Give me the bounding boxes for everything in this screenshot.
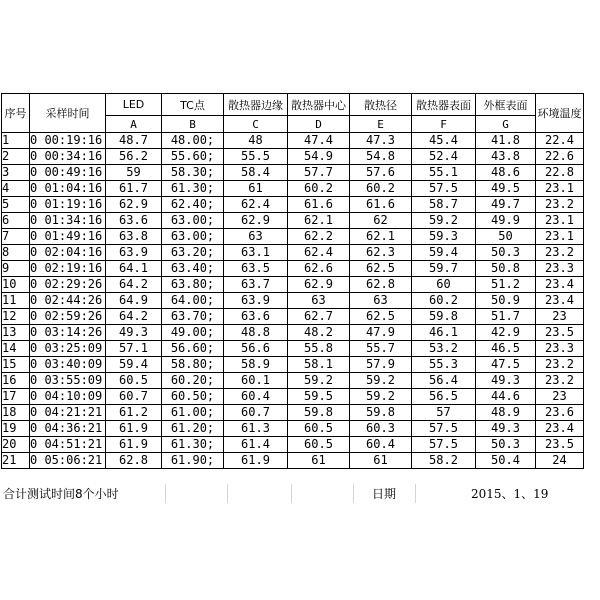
sub-header-e: E: [350, 116, 412, 133]
header-center: 散热器中心: [288, 94, 350, 116]
cell-tc: 58.30;: [162, 165, 224, 181]
cell-tc: 63.40;: [162, 261, 224, 277]
cell-ambient: 23.4: [536, 277, 584, 293]
cell-seq: 17: [2, 389, 30, 405]
grid-divider: [353, 484, 354, 503]
cell-seq: 12: [2, 309, 30, 325]
cell-ambient: 23.4: [536, 421, 584, 437]
table-row: [2, 229, 584, 245]
cell-time: 0 04:21:21: [30, 405, 106, 421]
cell-surface: 59.4: [412, 245, 476, 261]
cell-frame: 46.5: [476, 341, 536, 357]
header-edge: 散热器边缘: [224, 94, 288, 116]
cell-edge: 56.6: [224, 341, 288, 357]
cell-led: 61.9: [106, 437, 162, 453]
cell-seq: 21: [2, 453, 30, 469]
cell-center: 59.8: [288, 405, 350, 421]
cell-seq: 16: [2, 373, 30, 389]
cell-diameter: 47.3: [350, 133, 412, 149]
sub-header-b: B: [162, 116, 224, 133]
cell-edge: 63: [224, 229, 288, 245]
cell-frame: 43.8: [476, 149, 536, 165]
cell-tc: 56.60;: [162, 341, 224, 357]
cell-frame: 48.9: [476, 405, 536, 421]
cell-diameter: 59.8: [350, 405, 412, 421]
cell-led: 63.8: [106, 229, 162, 245]
cell-center: 62.1: [288, 213, 350, 229]
cell-center: 62.9: [288, 277, 350, 293]
cell-edge: 58.4: [224, 165, 288, 181]
cell-frame: 50.3: [476, 437, 536, 453]
cell-diameter: 57.6: [350, 165, 412, 181]
cell-diameter: 60.2: [350, 181, 412, 197]
cell-ambient: 23.2: [536, 357, 584, 373]
cell-seq: 14: [2, 341, 30, 357]
cell-seq: 10: [2, 277, 30, 293]
cell-led: 61.2: [106, 405, 162, 421]
table-row: [2, 245, 584, 261]
cell-led: 61.7: [106, 181, 162, 197]
table-row: [2, 357, 584, 373]
cell-time: 0 00:34:16: [30, 149, 106, 165]
cell-tc: 61.30;: [162, 437, 224, 453]
cell-led: 56.2: [106, 149, 162, 165]
cell-tc: 63.20;: [162, 245, 224, 261]
table-row: [2, 133, 584, 149]
cell-edge: 48: [224, 133, 288, 149]
cell-led: 48.7: [106, 133, 162, 149]
table-row: [2, 453, 584, 469]
cell-surface: 58.7: [412, 197, 476, 213]
cell-time: 0 00:19:16: [30, 133, 106, 149]
cell-diameter: 62.5: [350, 309, 412, 325]
cell-time: 0 03:40:09: [30, 357, 106, 373]
cell-edge: 62.4: [224, 197, 288, 213]
cell-time: 0 04:10:09: [30, 389, 106, 405]
cell-seq: 3: [2, 165, 30, 181]
cell-surface: 57.5: [412, 421, 476, 437]
cell-tc: 64.00;: [162, 293, 224, 309]
cell-frame: 48.6: [476, 165, 536, 181]
cell-ambient: 23.2: [536, 373, 584, 389]
cell-surface: 53.2: [412, 341, 476, 357]
cell-surface: 55.1: [412, 165, 476, 181]
cell-surface: 55.3: [412, 357, 476, 373]
cell-edge: 61.9: [224, 453, 288, 469]
cell-edge: 63.5: [224, 261, 288, 277]
cell-center: 47.4: [288, 133, 350, 149]
header-frame: 外框表面: [476, 94, 536, 116]
cell-surface: 59.3: [412, 229, 476, 245]
cell-edge: 61.3: [224, 421, 288, 437]
cell-frame: 51.7: [476, 309, 536, 325]
header-diameter: 散热径: [350, 94, 412, 116]
table-row: [2, 341, 584, 357]
cell-frame: 49.5: [476, 181, 536, 197]
cell-ambient: 23.4: [536, 293, 584, 309]
table-row: [2, 373, 584, 389]
cell-center: 61.6: [288, 197, 350, 213]
cell-diameter: 62.3: [350, 245, 412, 261]
total-test-time: 合计测试时间8个小时: [3, 487, 119, 501]
sub-header-g: G: [476, 116, 536, 133]
cell-frame: 50.3: [476, 245, 536, 261]
cell-diameter: 54.8: [350, 149, 412, 165]
table-row: [2, 325, 584, 341]
cell-ambient: 23.1: [536, 181, 584, 197]
cell-tc: 62.40;: [162, 197, 224, 213]
cell-frame: 50.8: [476, 261, 536, 277]
cell-diameter: 62.8: [350, 277, 412, 293]
cell-time: 0 02:59:26: [30, 309, 106, 325]
cell-seq: 5: [2, 197, 30, 213]
data-table: [1, 93, 584, 469]
cell-time: 0 02:19:16: [30, 261, 106, 277]
cell-ambient: 22.4: [536, 133, 584, 149]
cell-ambient: 23: [536, 309, 584, 325]
cell-time: 0 03:25:09: [30, 341, 106, 357]
cell-center: 62.6: [288, 261, 350, 277]
cell-center: 48.2: [288, 325, 350, 341]
cell-surface: 57.5: [412, 437, 476, 453]
grid-divider: [291, 484, 292, 503]
table-row: [2, 309, 584, 325]
cell-surface: 58.2: [412, 453, 476, 469]
cell-seq: 4: [2, 181, 30, 197]
cell-time: 0 02:29:26: [30, 277, 106, 293]
cell-frame: 49.9: [476, 213, 536, 229]
cell-edge: 63.6: [224, 309, 288, 325]
cell-seq: 9: [2, 261, 30, 277]
cell-seq: 20: [2, 437, 30, 453]
table-row: [2, 405, 584, 421]
cell-led: 60.5: [106, 373, 162, 389]
cell-surface: 60: [412, 277, 476, 293]
cell-diameter: 61.6: [350, 197, 412, 213]
cell-diameter: 55.7: [350, 341, 412, 357]
cell-diameter: 60.3: [350, 421, 412, 437]
cell-tc: 63.80;: [162, 277, 224, 293]
cell-center: 62.2: [288, 229, 350, 245]
cell-center: 54.9: [288, 149, 350, 165]
header-time: 采样时间: [30, 94, 106, 133]
cell-frame: 49.3: [476, 421, 536, 437]
sub-header-a: A: [106, 116, 162, 133]
cell-surface: 59.7: [412, 261, 476, 277]
cell-frame: 50: [476, 229, 536, 245]
cell-time: 0 00:49:16: [30, 165, 106, 181]
cell-frame: 49.7: [476, 197, 536, 213]
cell-seq: 18: [2, 405, 30, 421]
cell-surface: 45.4: [412, 133, 476, 149]
cell-ambient: 23.1: [536, 229, 584, 245]
table-row: [2, 293, 584, 309]
header-tc: TC点: [162, 94, 224, 116]
cell-surface: 57.5: [412, 181, 476, 197]
cell-seq: 7: [2, 229, 30, 245]
cell-time: 0 01:19:16: [30, 197, 106, 213]
cell-center: 62.4: [288, 245, 350, 261]
grid-divider: [227, 484, 228, 503]
cell-diameter: 62: [350, 213, 412, 229]
cell-center: 60.5: [288, 421, 350, 437]
sub-header-c: C: [224, 116, 288, 133]
cell-ambient: 23.3: [536, 341, 584, 357]
cell-led: 59: [106, 165, 162, 181]
cell-surface: 46.1: [412, 325, 476, 341]
cell-center: 58.1: [288, 357, 350, 373]
cell-edge: 48.8: [224, 325, 288, 341]
cell-tc: 63.00;: [162, 213, 224, 229]
cell-ambient: 22.6: [536, 149, 584, 165]
cell-time: 0 02:04:16: [30, 245, 106, 261]
cell-led: 64.2: [106, 277, 162, 293]
cell-frame: 50.9: [476, 293, 536, 309]
cell-diameter: 63: [350, 293, 412, 309]
table-row: [2, 437, 584, 453]
sub-header-f: F: [412, 116, 476, 133]
cell-ambient: 23.5: [536, 437, 584, 453]
table-row: [2, 261, 584, 277]
cell-seq: 1: [2, 133, 30, 149]
cell-edge: 63.1: [224, 245, 288, 261]
cell-surface: 56.5: [412, 389, 476, 405]
cell-diameter: 59.2: [350, 389, 412, 405]
cell-center: 59.5: [288, 389, 350, 405]
cell-surface: 59.8: [412, 309, 476, 325]
cell-seq: 8: [2, 245, 30, 261]
cell-tc: 55.60;: [162, 149, 224, 165]
cell-ambient: 24: [536, 453, 584, 469]
cell-edge: 58.9: [224, 357, 288, 373]
cell-tc: 60.20;: [162, 373, 224, 389]
cell-surface: 60.2: [412, 293, 476, 309]
cell-tc: 63.70;: [162, 309, 224, 325]
cell-diameter: 60.4: [350, 437, 412, 453]
cell-center: 61: [288, 453, 350, 469]
cell-led: 64.1: [106, 261, 162, 277]
cell-ambient: 23.1: [536, 213, 584, 229]
cell-edge: 61.4: [224, 437, 288, 453]
cell-frame: 50.4: [476, 453, 536, 469]
cell-frame: 42.9: [476, 325, 536, 341]
cell-ambient: 22.8: [536, 165, 584, 181]
cell-ambient: 23: [536, 389, 584, 405]
cell-edge: 60.1: [224, 373, 288, 389]
cell-led: 61.9: [106, 421, 162, 437]
cell-seq: 13: [2, 325, 30, 341]
cell-edge: 60.7: [224, 405, 288, 421]
cell-diameter: 57.9: [350, 357, 412, 373]
table-row: [2, 421, 584, 437]
cell-ambient: 23.2: [536, 197, 584, 213]
cell-frame: 44.6: [476, 389, 536, 405]
cell-seq: 6: [2, 213, 30, 229]
cell-ambient: 23.2: [536, 245, 584, 261]
cell-diameter: 47.9: [350, 325, 412, 341]
cell-diameter: 59.2: [350, 373, 412, 389]
cell-time: 0 01:49:16: [30, 229, 106, 245]
cell-frame: 41.8: [476, 133, 536, 149]
cell-time: 0 05:06:21: [30, 453, 106, 469]
cell-center: 59.2: [288, 373, 350, 389]
cell-seq: 19: [2, 421, 30, 437]
header-surface: 散热器表面: [412, 94, 476, 116]
cell-seq: 2: [2, 149, 30, 165]
cell-surface: 59.2: [412, 213, 476, 229]
cell-led: 57.1: [106, 341, 162, 357]
date-value: 2015、1、19: [471, 487, 549, 501]
cell-tc: 63.00;: [162, 229, 224, 245]
table-row: [2, 197, 584, 213]
cell-tc: 61.30;: [162, 181, 224, 197]
cell-edge: 62.9: [224, 213, 288, 229]
cell-time: 0 04:51:21: [30, 437, 106, 453]
cell-led: 62.9: [106, 197, 162, 213]
cell-time: 0 03:55:09: [30, 373, 106, 389]
header-seq: 序号: [2, 94, 30, 133]
cell-led: 62.8: [106, 453, 162, 469]
cell-time: 0 01:34:16: [30, 213, 106, 229]
header-led: LED: [106, 94, 162, 116]
cell-ambient: 23.3: [536, 261, 584, 277]
cell-seq: 11: [2, 293, 30, 309]
cell-led: 49.3: [106, 325, 162, 341]
cell-tc: 49.00;: [162, 325, 224, 341]
table-row: [2, 181, 584, 197]
cell-time: 0 02:44:26: [30, 293, 106, 309]
cell-tc: 60.50;: [162, 389, 224, 405]
cell-edge: 55.5: [224, 149, 288, 165]
cell-edge: 63.7: [224, 277, 288, 293]
table-row: [2, 213, 584, 229]
cell-diameter: 62.1: [350, 229, 412, 245]
cell-edge: 63.9: [224, 293, 288, 309]
cell-center: 55.8: [288, 341, 350, 357]
cell-center: 60.5: [288, 437, 350, 453]
cell-tc: 48.00;: [162, 133, 224, 149]
table-row: [2, 165, 584, 181]
cell-time: 0 01:04:16: [30, 181, 106, 197]
cell-center: 63: [288, 293, 350, 309]
grid-divider: [415, 484, 416, 503]
sub-header-d: D: [288, 116, 350, 133]
cell-tc: 61.90;: [162, 453, 224, 469]
cell-time: 0 04:36:21: [30, 421, 106, 437]
cell-led: 63.6: [106, 213, 162, 229]
cell-led: 64.2: [106, 309, 162, 325]
cell-center: 60.2: [288, 181, 350, 197]
cell-tc: 58.80;: [162, 357, 224, 373]
cell-led: 64.9: [106, 293, 162, 309]
table-row: [2, 389, 584, 405]
cell-surface: 52.4: [412, 149, 476, 165]
header-ambient: 环境温度: [536, 94, 584, 133]
cell-frame: 47.5: [476, 357, 536, 373]
cell-center: 57.7: [288, 165, 350, 181]
cell-led: 59.4: [106, 357, 162, 373]
cell-frame: 49.3: [476, 373, 536, 389]
cell-edge: 61: [224, 181, 288, 197]
header-row: [2, 94, 584, 116]
cell-tc: 61.20;: [162, 421, 224, 437]
cell-led: 63.9: [106, 245, 162, 261]
cell-ambient: 23.6: [536, 405, 584, 421]
cell-tc: 61.00;: [162, 405, 224, 421]
cell-diameter: 61: [350, 453, 412, 469]
cell-center: 62.7: [288, 309, 350, 325]
cell-led: 60.7: [106, 389, 162, 405]
cell-diameter: 62.5: [350, 261, 412, 277]
date-label: 日期: [372, 487, 397, 501]
cell-edge: 60.4: [224, 389, 288, 405]
table-row: [2, 277, 584, 293]
grid-divider: [165, 484, 166, 503]
cell-time: 0 03:14:26: [30, 325, 106, 341]
table-row: [2, 149, 584, 165]
table-body: [2, 133, 584, 469]
cell-surface: 56.4: [412, 373, 476, 389]
cell-surface: 57: [412, 405, 476, 421]
cell-ambient: 23.5: [536, 325, 584, 341]
cell-seq: 15: [2, 357, 30, 373]
cell-frame: 51.2: [476, 277, 536, 293]
